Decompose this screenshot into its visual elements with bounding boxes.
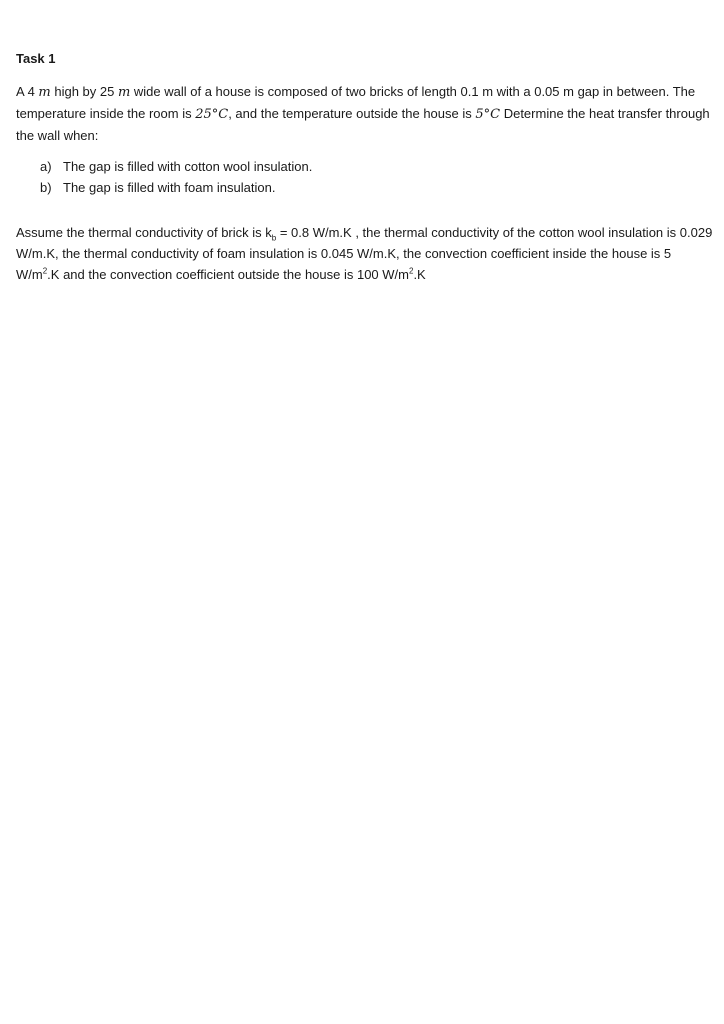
intro-text-2: high by 25 [50,84,118,99]
intro-math-height-unit: m [38,85,51,100]
list-item [40,177,716,198]
assumptions-paragraph [16,222,716,285]
intro-text-3: wide wall of a house is composed of two bricks of length 0.1 m with a 0.05 m gap in between. The temperature inside the room is [16,84,696,121]
assume-text-1: Assume the thermal conductivity of brick is k [16,225,272,240]
sub-question-list [40,156,716,198]
assume-text-2: = 0.8 W/m.K , the thermal conductivity of the cotton wool insulation is 0.029 W/m.K, the thermal conductivity of foam insulation is 0.045 W/m.K, the convection coefficient inside the house is 5 W/m [16,225,713,282]
intro-math-width-unit: m [117,85,131,100]
intro-math-outside-temp: 5°C [475,107,501,122]
list-item-text: The gap is filled with cotton wool insulation. [63,159,313,174]
problem-statement [16,81,716,146]
assume-text-4: .K [413,267,426,282]
intro-text-1: A 4 [16,84,39,99]
intro-text-5: Determine the heat transfer through the wall when: [16,106,710,143]
list-marker: a) [40,159,52,174]
list-marker: b) [40,180,52,195]
assume-superscript-2a: 2 [42,266,48,276]
assume-text-3: .K and the convection coefficient outside the house is 100 W/m [47,267,409,282]
list-item-text: The gap is filled with foam insulation. [63,180,276,195]
assume-superscript-2b: 2 [408,266,414,276]
list-item [40,156,716,177]
assume-subscript-b: b [271,233,277,243]
document-page [16,50,716,285]
intro-math-inside-temp: 25°C [195,107,229,122]
intro-text-4: , and the temperature outside the house is [228,106,476,121]
task-title: Task 1 [16,51,56,66]
